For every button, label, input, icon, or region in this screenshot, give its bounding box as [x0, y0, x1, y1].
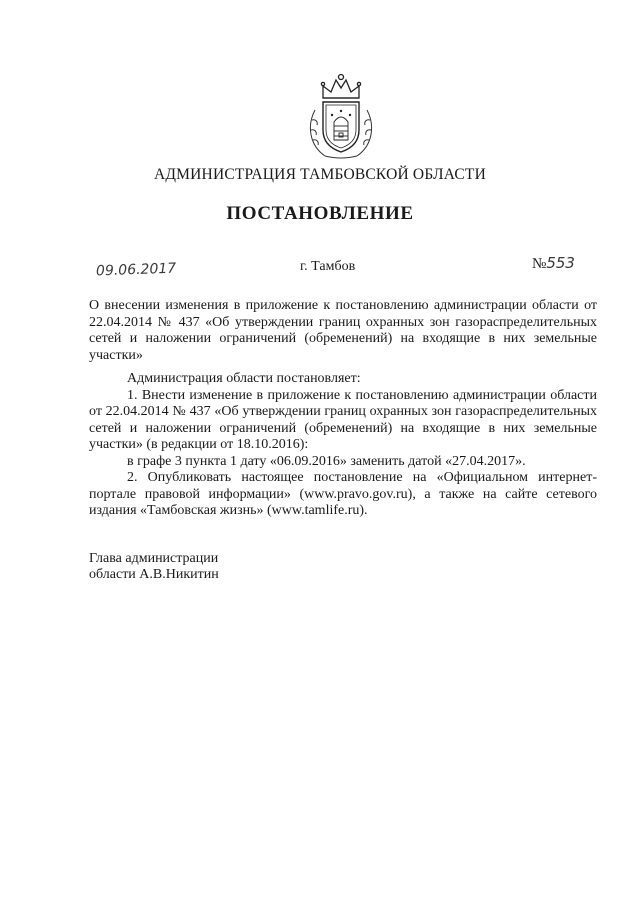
tambov-coat-of-arms-icon	[301, 70, 381, 162]
organization-name: АДМИНИСТРАЦИЯ ТАМБОВСКОЙ ОБЛАСТИ	[154, 166, 486, 183]
number-prefix: №	[532, 256, 547, 272]
signature-position: Глава администрации	[89, 551, 219, 566]
document-date: 09.06.2017	[95, 260, 177, 280]
signature-block	[89, 551, 219, 583]
body-intro: Администрация области постановляет:	[127, 371, 361, 386]
document-body	[89, 371, 597, 520]
body-item-2: 2. Опубликовать настоящее постановление на «Официальном интернет-портале правовой информации» (www.pravo.gov.ru), а также на сайте сетевого издания «Тамбовская жизнь» (www.tamlife.ru).	[89, 470, 597, 518]
body-item-1-change: в графе 3 пункта 1 дату «06.09.2016» заменить датой «27.04.2017».	[127, 453, 526, 469]
document-number	[532, 254, 575, 273]
document-title: О внесении изменения в приложение к постановлению администрации области от 22.04.2014 № 437 «Об утверждении границ охранных зон газораспределительных сетей и наложении ограничений (обременений) на входящие в них земельные участки»	[89, 298, 597, 363]
document-city: г. Тамбов	[300, 259, 356, 274]
signature-name: области А.В.Никитин	[89, 567, 219, 582]
document-type: ПОСТАНОВЛЕНИЕ	[226, 203, 414, 224]
number-value: 553	[546, 254, 575, 272]
body-item-1: 1. Внести изменение в приложение к постановлению администрации области от 22.04.2014 № 437 «Об утверждении границ охранных зон газораспределительных сетей и наложении ограничений (обременений) на входящие в них земельные участки» (в редакции от 18.10.2016):	[89, 387, 597, 452]
